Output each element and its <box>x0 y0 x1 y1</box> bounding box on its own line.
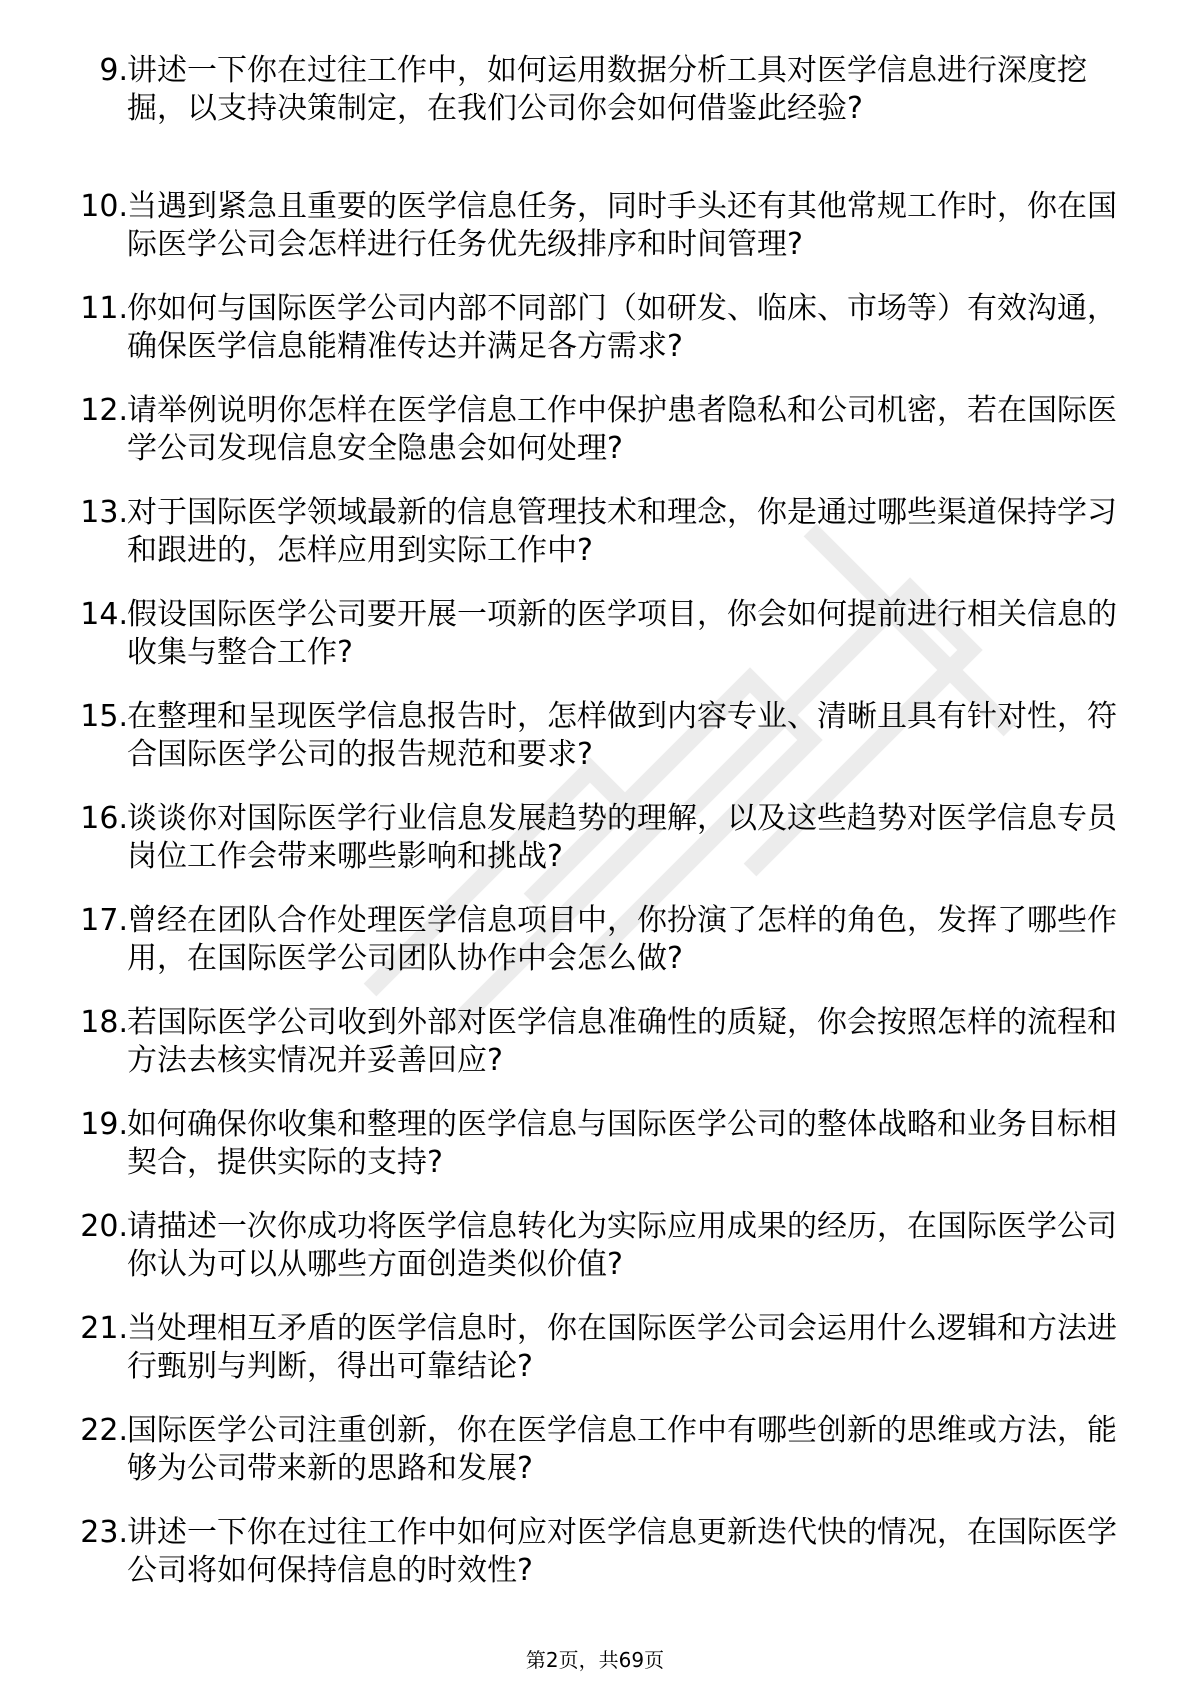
question-item <box>0 494 1190 596</box>
question-text: 对于国际医学领域最新的信息管理技术和理念，你是通过哪些渠道保持学习和跟进的，怎样应用到实际工作中? <box>127 495 1117 568</box>
question-text: 假设国际医学公司要开展一项新的医学项目，你会如何提前进行相关信息的收集与整合工作? <box>127 597 1117 670</box>
question-item <box>0 596 1190 698</box>
question-number: 23. <box>80 1515 128 1550</box>
question-text: 若国际医学公司收到外部对医学信息准确性的质疑，你会按照怎样的流程和方法去核实情况并妥善回应? <box>127 1005 1117 1078</box>
question-number: 20. <box>80 1209 128 1244</box>
question-item <box>0 1208 1190 1310</box>
question-item <box>0 188 1190 290</box>
question-number: 22. <box>80 1413 128 1448</box>
question-list <box>0 52 1190 1616</box>
question-number: 13. <box>80 495 128 530</box>
question-number: 10. <box>80 189 128 224</box>
question-item <box>0 1106 1190 1208</box>
question-item <box>0 800 1190 902</box>
question-number: 14. <box>80 597 128 632</box>
question-item <box>0 902 1190 1004</box>
question-number: 11. <box>80 291 128 326</box>
question-text: 在整理和呈现医学信息报告时，怎样做到内容专业、清晰且具有针对性，符合国际医学公司的报告规范和要求? <box>127 699 1117 772</box>
question-number: 17. <box>80 903 128 938</box>
question-text: 如何确保你收集和整理的医学信息与国际医学公司的整体战略和业务目标相契合，提供实际的支持? <box>127 1107 1117 1180</box>
question-text: 国际医学公司注重创新，你在医学信息工作中有哪些创新的思维或方法，能够为公司带来新的思路和发展? <box>127 1413 1117 1486</box>
question-item <box>0 1412 1190 1514</box>
question-item <box>0 1310 1190 1412</box>
question-text: 讲述一下你在过往工作中如何应对医学信息更新迭代快的情况，在国际医学公司将如何保持信息的时效性? <box>127 1515 1117 1588</box>
question-text: 讲述一下你在过往工作中，如何运用数据分析工具对医学信息进行深度挖掘，以支持决策制定，在我们公司你会如何借鉴此经验? <box>127 53 1087 126</box>
question-number: 18. <box>80 1005 128 1040</box>
question-number: 15. <box>80 699 128 734</box>
question-text: 你如何与国际医学公司内部不同部门（如研发、临床、市场等）有效沟通，确保医学信息能精准传达并满足各方需求? <box>127 291 1117 364</box>
question-text: 谈谈你对国际医学行业信息发展趋势的理解，以及这些趋势对医学信息专员岗位工作会带来哪些影响和挑战? <box>127 801 1117 874</box>
question-number: 19. <box>80 1107 128 1142</box>
question-text: 当处理相互矛盾的医学信息时，你在国际医学公司会运用什么逻辑和方法进行甄别与判断，得出可靠结论? <box>127 1311 1117 1384</box>
question-number: 21. <box>80 1311 128 1346</box>
question-item <box>0 1004 1190 1106</box>
question-item <box>0 290 1190 392</box>
question-number: 16. <box>80 801 128 836</box>
question-text: 当遇到紧急且重要的医学信息任务，同时手头还有其他常规工作时，你在国际医学公司会怎样进行任务优先级排序和时间管理? <box>127 189 1117 262</box>
question-text: 请举例说明你怎样在医学信息工作中保护患者隐私和公司机密，若在国际医学公司发现信息安全隐患会如何处理? <box>127 393 1117 466</box>
question-text: 请描述一次你成功将医学信息转化为实际应用成果的经历，在国际医学公司你认为可以从哪些方面创造类似价值? <box>127 1209 1117 1282</box>
page-number-footer: 第2页，共69页 <box>525 1648 665 1672</box>
question-item <box>0 1514 1190 1616</box>
question-item <box>0 698 1190 800</box>
question-item <box>0 52 1190 188</box>
question-number: 9. <box>99 53 128 88</box>
question-number: 12. <box>80 393 128 428</box>
question-text: 曾经在团队合作处理医学信息项目中，你扮演了怎样的角色，发挥了哪些作用，在国际医学公司团队协作中会怎么做? <box>127 903 1117 976</box>
question-item <box>0 392 1190 494</box>
